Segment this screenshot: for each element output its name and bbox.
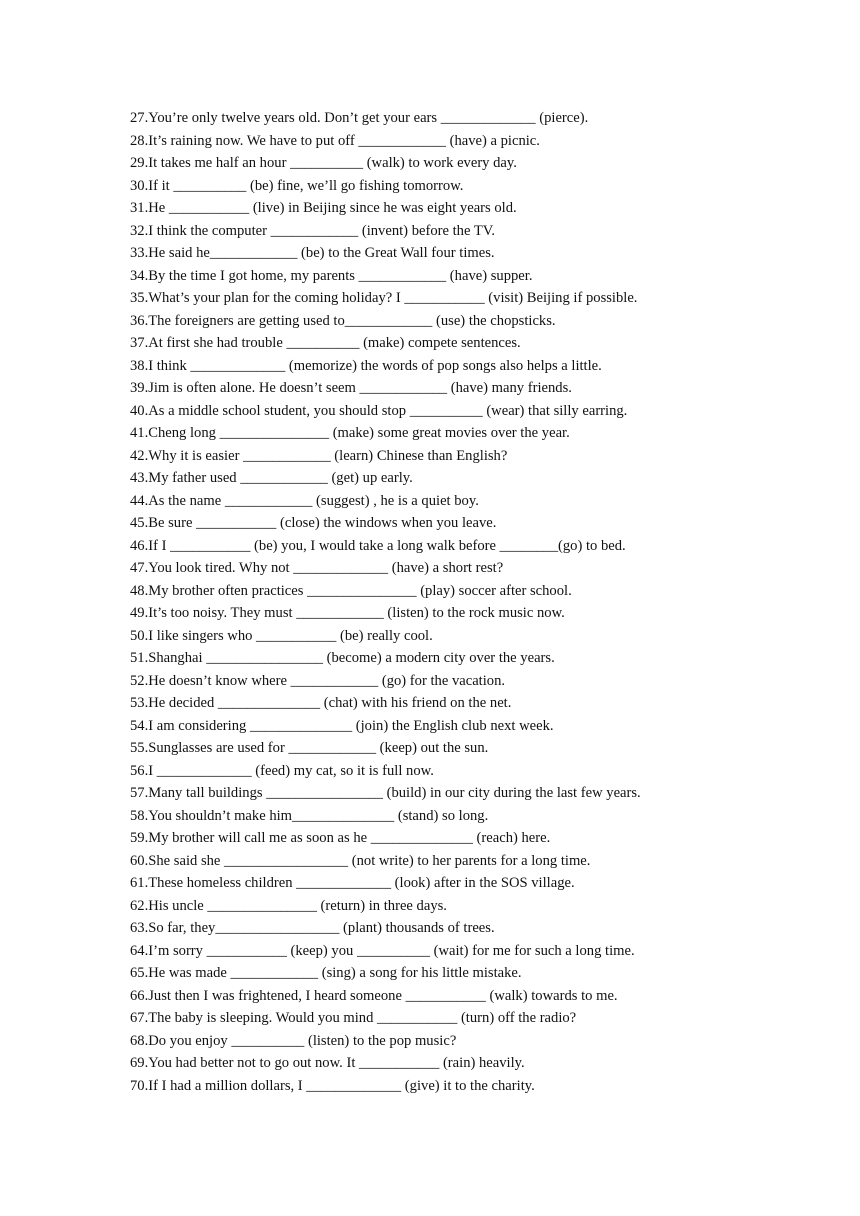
exercise-line: 63.So far, they_________________ (plant) thousands of trees.: [130, 920, 495, 936]
exercise-line: 44.As the name ____________ (suggest) , he is a quiet boy.: [130, 492, 479, 509]
exercise-line: 34.By the time I got home, my parents ____________ (have) supper.: [130, 267, 533, 284]
exercise-line: 56.I _____________ (feed) my cat, so it is full now.: [130, 762, 434, 779]
exercise-line: 67.The baby is sleeping. Would you mind ___________ (turn) off the radio?: [130, 1010, 577, 1026]
exercise-line: 29.It takes me half an hour __________ (walk) to work every day.: [130, 155, 517, 171]
exercise-line: 61.These homeless children _____________ (look) after in the SOS village.: [130, 875, 575, 891]
exercise-line: 36.The foreigners are getting used to____________ (use) the chopsticks.: [130, 312, 556, 329]
exercise-line: 50.I like singers who ___________ (be) really cool.: [130, 627, 433, 644]
exercise-line: 66.Just then I was frightened, I heard someone ___________ (walk) towards to me.: [130, 987, 618, 1004]
exercise-line: 28.It’s raining now. We have to put off ____________ (have) a picnic.: [130, 132, 540, 149]
exercise-line: 62.His uncle _______________ (return) in three days.: [130, 897, 447, 914]
exercise-line: 57.Many tall buildings ________________ (build) in our city during the last few years.: [130, 785, 641, 801]
exercise-line: 31.He ___________ (live) in Beijing since he was eight years old.: [130, 200, 517, 216]
exercise-line: 30.If it __________ (be) fine, we’ll go fishing tomorrow.: [130, 177, 464, 194]
exercise-line: 51.Shanghai ________________ (become) a modern city over the years.: [130, 650, 555, 666]
exercise-line: 65.He was made ____________ (sing) a song for his little mistake.: [130, 965, 522, 981]
exercise-line: 69.You had better not to go out now. It ___________ (rain) heavily.: [130, 1055, 525, 1071]
exercise-line: 39.Jim is often alone. He doesn’t seem ____________ (have) many friends.: [130, 380, 572, 396]
exercise-line: 55.Sunglasses are used for ____________ (keep) out the sun.: [130, 740, 489, 756]
exercise-line: 40.As a middle school student, you should stop __________ (wear) that silly earring.: [130, 402, 628, 419]
exercise-line: 58.You shouldn’t make him______________ (stand) so long.: [130, 807, 489, 824]
exercise-line: 52.He doesn’t know where ____________ (go) for the vacation.: [130, 672, 506, 689]
exercise-line: 54.I am considering ______________ (join) the English club next week.: [130, 717, 554, 734]
exercise-line: 42.Why it is easier ____________ (learn) Chinese than English?: [130, 447, 508, 464]
exercise-line: 41.Cheng long _______________ (make) some great movies over the year.: [130, 425, 570, 441]
exercise-line: 43.My father used ____________ (get) up early.: [130, 470, 413, 486]
exercise-line: 47.You look tired. Why not _____________ (have) a short rest?: [130, 560, 504, 576]
exercise-list: [130, 107, 830, 1097]
exercise-line: 38.I think _____________ (memorize) the words of pop songs also helps a little.: [130, 357, 602, 374]
exercise-line: 60.She said she _________________ (not write) to her parents for a long time.: [130, 852, 591, 869]
exercise-line: 33.He said he____________ (be) to the Great Wall four times.: [130, 245, 495, 261]
exercise-line: 49.It’s too noisy. They must ____________ (listen) to the rock music now.: [130, 605, 565, 621]
exercise-line: 53.He decided ______________ (chat) with his friend on the net.: [130, 695, 512, 711]
exercise-line: 27.You’re only twelve years old. Don’t get your ears _____________ (pierce).: [130, 110, 589, 126]
exercise-line: 68.Do you enjoy __________ (listen) to the pop music?: [130, 1032, 457, 1049]
exercise-line: 46.If I ___________ (be) you, I would take a long walk before ________(go) to bed.: [130, 537, 626, 554]
exercise-line: 64.I’m sorry ___________ (keep) you __________ (wait) for me for such a long time.: [130, 942, 635, 959]
exercise-line: 45.Be sure ___________ (close) the windows when you leave.: [130, 515, 497, 531]
exercise-line: 35.What’s your plan for the coming holiday? I ___________ (visit) Beijing if possible.: [130, 290, 638, 306]
exercise-line: 48.My brother often practices _______________ (play) soccer after school.: [130, 582, 572, 599]
exercise-line: 59.My brother will call me as soon as he ______________ (reach) here.: [130, 830, 551, 846]
exercise-line: 32.I think the computer ____________ (invent) before the TV.: [130, 222, 496, 239]
exercise-line: 37.At first she had trouble __________ (make) compete sentences.: [130, 335, 521, 351]
exercise-line: 70.If I had a million dollars, I _____________ (give) it to the charity.: [130, 1077, 535, 1094]
